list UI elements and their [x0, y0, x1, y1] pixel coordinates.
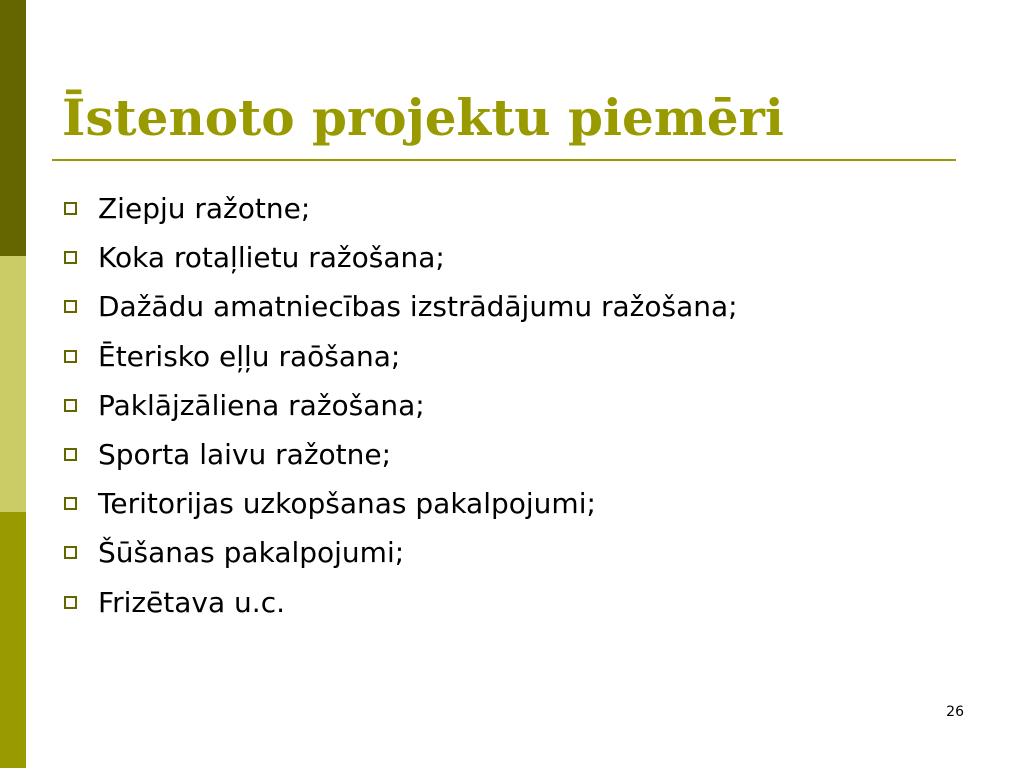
- slide-title: Īstenoto projektu piemēri: [62, 88, 784, 147]
- bullet-text: Ēterisko eļļu raōšana;: [98, 339, 401, 373]
- hollow-square-icon: [64, 546, 77, 559]
- sidebar-middle-segment: [0, 256, 26, 512]
- hollow-square-icon: [64, 448, 77, 461]
- bullet-item: [64, 430, 738, 479]
- bullet-text: Teritorijas uzkopšanas pakalpojumi;: [98, 487, 596, 521]
- bullet-text: Paklājzāliena ražošana;: [98, 388, 425, 422]
- sidebar-bottom-segment: [0, 512, 26, 768]
- hollow-square-icon: [64, 596, 77, 609]
- bullet-text: Frizētava u.c.: [98, 585, 285, 619]
- bullet-item: [64, 332, 738, 381]
- bullet-item: [64, 184, 738, 233]
- bullet-item: [64, 381, 738, 430]
- hollow-square-icon: [64, 202, 77, 215]
- bullet-item: [64, 479, 738, 528]
- bullet-item: [64, 578, 738, 627]
- bullet-text: Ziepju ražotne;: [98, 192, 311, 226]
- bullet-item: [64, 233, 738, 282]
- hollow-square-icon: [64, 350, 77, 363]
- bullet-text: Dažādu amatniecības izstrādājumu ražošana;: [98, 290, 738, 324]
- bullet-item: [64, 282, 738, 331]
- bullet-text: Koka rotaļlietu ražošana;: [98, 241, 445, 275]
- hollow-square-icon: [64, 497, 77, 510]
- bullet-text: Šūšanas pakalpojumi;: [98, 536, 405, 570]
- sidebar-top-segment: [0, 0, 26, 256]
- page-number: 26: [946, 704, 964, 720]
- hollow-square-icon: [64, 399, 77, 412]
- hollow-square-icon: [64, 300, 77, 313]
- bullet-text: Sporta laivu ražotne;: [98, 438, 392, 472]
- sidebar-accent-bar: [0, 0, 26, 768]
- hollow-square-icon: [64, 251, 77, 264]
- bullet-list: [64, 184, 738, 627]
- title-underline: [52, 159, 956, 161]
- bullet-item: [64, 528, 738, 577]
